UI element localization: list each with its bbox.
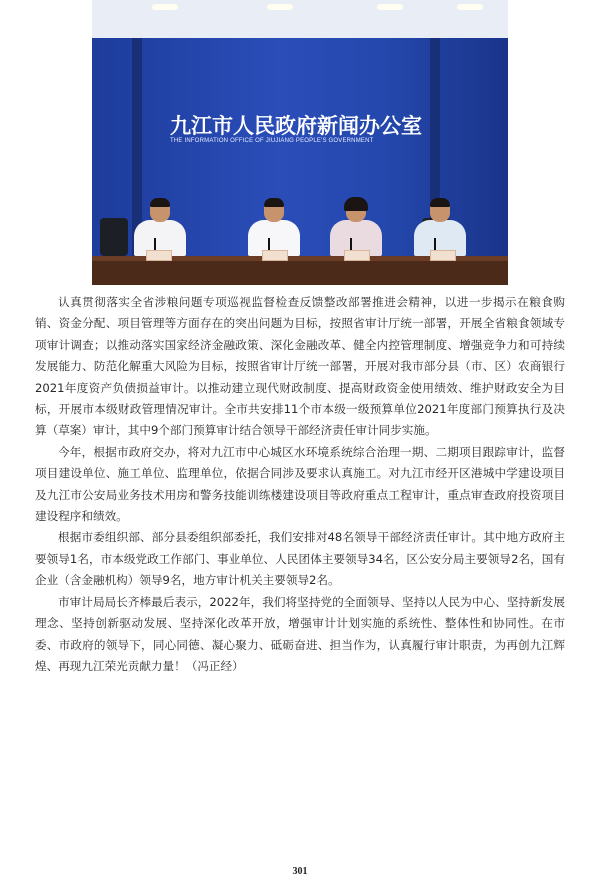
page-number: 301 — [292, 866, 308, 877]
chair — [100, 218, 128, 256]
ceiling-light — [152, 4, 178, 10]
nameplate — [262, 250, 288, 261]
ceiling — [92, 0, 508, 38]
nameplate — [344, 250, 370, 261]
ceiling-light — [457, 4, 483, 10]
press-conference-photo — [92, 0, 508, 285]
article-paragraph: 今年，根据市政府交办，将对九江市中心城区水环境系统综合治理一期、二期项目跟踪审计，监督项目建设单位、施工单位、监理单位，依据合同涉及要求认真施工。对九江市经开区港城中学建设项目及九江市公安局业务技术用房和警务技能训练楼建设项目等政府重点工程审计，重点审查政府投资项目建设程序和绩效。 — [35, 444, 565, 524]
ceiling-light — [267, 4, 293, 10]
nameplate — [146, 250, 172, 261]
article-paragraph: 认真贯彻落实全省涉粮问题专项巡视监督检查反馈整改部署推进会精神，以进一步揭示在粮食购销、资金分配、项目管理等方面存在的突出问题为目标，按照省审计厅统一部署，开展全省粮食领域专项审计调查；以推动落实国家经济金融政策、深化金融改革、健全内控管理制度、增强竞争力和可持续发展能力、防范化解重大风险为目标，按照省审计厅统一部署，开展对我市部分县（市、区）农商银行2021年度资产负债损益审计。以推动建立现代财政制度、提高财政资金使用绩效、维护财政安全为目标，开展市本级财政管理情况审计。全市共安排11个市本级一级预算单位2021年度部门预算执行及决算（草案）审计，其中9个部门预算审计结合领导干部经济责任审计同步实施。 — [35, 295, 565, 438]
article-body — [35, 292, 565, 677]
ceiling-light — [377, 4, 403, 10]
article-paragraph: 根据市委组织部、部分县委组织部委托，我们安排对48名领导干部经济责任审计。其中地方政府主要领导1名，市本级党政工作部门、事业单位、人民团体主要领导34名，区公安分局主要领导2名，国有企业（含金融机构）领导9名，地方审计机关主要领导2名。 — [35, 530, 565, 588]
backdrop-sign-subtitle: THE INFORMATION OFFICE OF JIUJIANG PEOPLE'S GOVERNMENT — [170, 138, 374, 144]
backdrop-sign-title: 九江市人民政府新闻办公室 — [170, 114, 422, 138]
article-paragraph: 市审计局局长齐棒最后表示，2022年，我们将坚持党的全面领导、坚持以人民为中心、坚持新发展理念、坚持创新驱动发展、坚持深化改革开放，增强审计计划实施的系统性、整体性和协同性。在市委、市政府的领导下，同心同德、凝心聚力、砥砺奋进、担当作为，认真履行审计职责，为再创九江辉煌、再现九江荣光贡献力量！（冯正经） — [35, 594, 565, 673]
nameplate — [430, 250, 456, 261]
